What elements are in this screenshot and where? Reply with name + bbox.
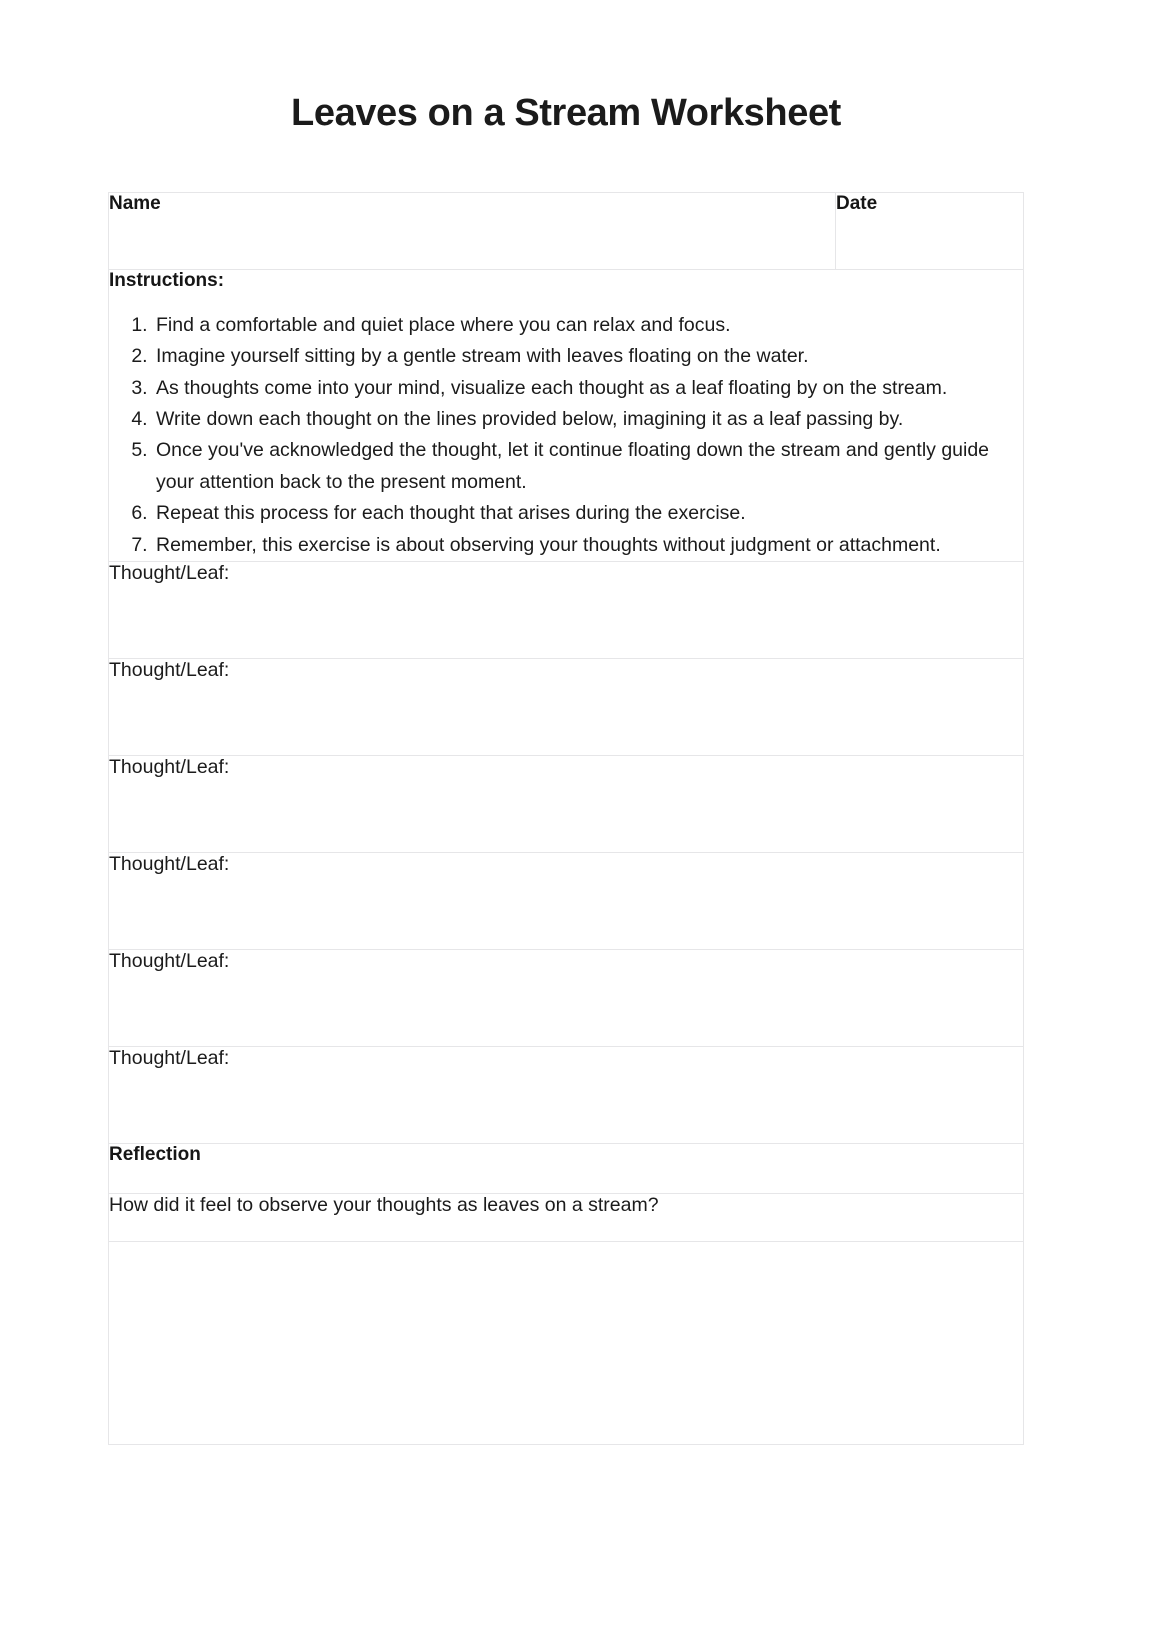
thought-entry-cell[interactable] <box>109 756 1024 853</box>
instruction-item: 3. As thoughts come into your mind, visualize each thought as a leaf floating by on the stream. <box>153 373 1023 404</box>
name-date-row <box>109 193 1024 270</box>
thought-label: Thought/Leaf: <box>109 853 230 876</box>
instruction-item: 7. Remember, this exercise is about observing your thoughts without judgment or attachment. <box>153 530 1023 561</box>
reflection-heading-row <box>109 1144 1024 1194</box>
thought-row <box>109 853 1024 950</box>
reflection-answer-cell[interactable] <box>109 1242 1024 1445</box>
reflection-heading-cell <box>109 1144 1024 1194</box>
thought-label: Thought/Leaf: <box>109 1047 230 1070</box>
thought-row <box>109 562 1024 659</box>
name-field-cell[interactable] <box>109 193 836 270</box>
instructions-list <box>109 310 1023 561</box>
instructions-row <box>109 270 1024 562</box>
thought-entry-cell[interactable] <box>109 1047 1024 1144</box>
thought-entry-cell[interactable] <box>109 950 1024 1047</box>
name-label: Name <box>109 193 161 214</box>
reflection-answer-row <box>109 1242 1024 1445</box>
reflection-answer-area[interactable] <box>109 1242 1023 1444</box>
reflection-question: How did it feel to observe your thoughts as leaves on a stream? <box>109 1194 659 1217</box>
thought-row <box>109 1047 1024 1144</box>
thought-label: Thought/Leaf: <box>109 756 230 779</box>
instruction-item: 1. Find a comfortable and quiet place where you can relax and focus. <box>153 310 1023 341</box>
reflection-heading: Reflection <box>109 1144 201 1166</box>
reflection-question-cell <box>109 1194 1024 1242</box>
date-field-cell[interactable] <box>836 193 1024 270</box>
instruction-item: 4. Write down each thought on the lines provided below, imagining it as a leaf passing by. <box>153 404 1023 435</box>
reflection-question-row <box>109 1194 1024 1242</box>
instruction-item: 5. Once you've acknowledged the thought, let it continue floating down the stream and gently guide your attention back to the present moment. <box>153 435 1023 498</box>
thought-label: Thought/Leaf: <box>109 659 230 682</box>
page-title: Leaves on a Stream Worksheet <box>291 92 841 134</box>
date-label: Date <box>836 193 878 214</box>
instruction-item: 6. Repeat this process for each thought that arises during the exercise. <box>153 498 1023 529</box>
instructions-heading: Instructions: <box>109 270 225 291</box>
thought-entry-cell[interactable] <box>109 659 1024 756</box>
thought-row <box>109 950 1024 1047</box>
thought-label: Thought/Leaf: <box>109 562 230 585</box>
thought-entry-cell[interactable] <box>109 853 1024 950</box>
worksheet-table <box>108 192 1024 1445</box>
thought-row <box>109 659 1024 756</box>
thought-entry-cell[interactable] <box>109 562 1024 659</box>
instructions-cell <box>109 270 1024 562</box>
thought-row <box>109 756 1024 853</box>
instruction-item: 2. Imagine yourself sitting by a gentle stream with leaves floating on the water. <box>153 341 1023 372</box>
thought-label: Thought/Leaf: <box>109 950 230 973</box>
